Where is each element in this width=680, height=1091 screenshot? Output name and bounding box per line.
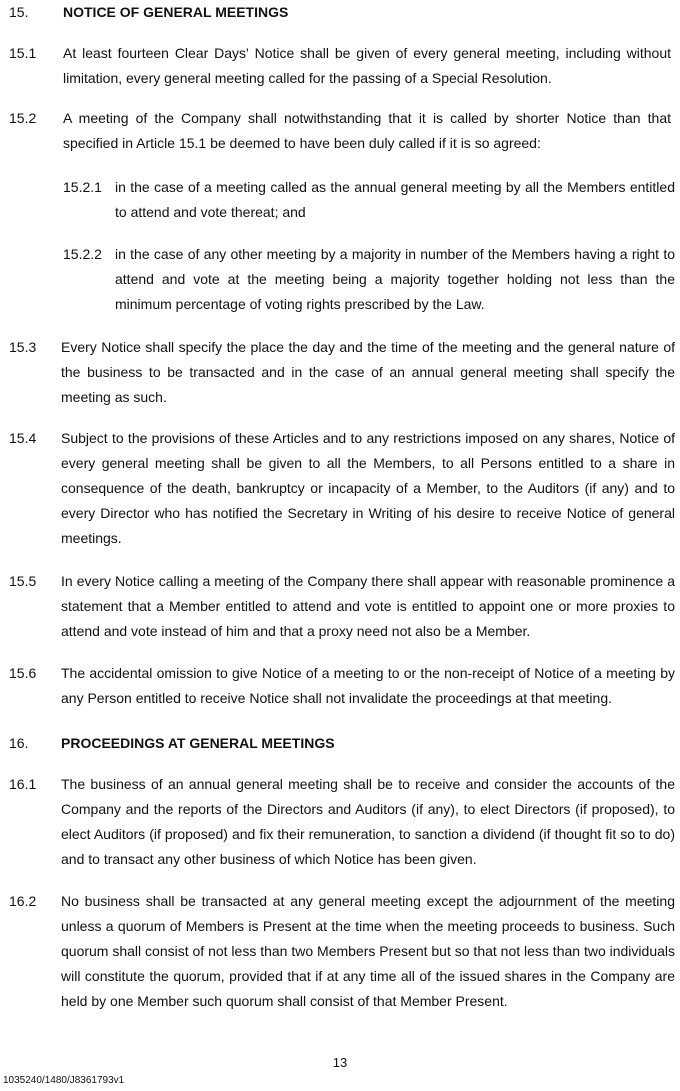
page-number: 13 bbox=[332, 1055, 348, 1070]
clause-number: 15.2.1 bbox=[63, 179, 102, 195]
clause-number: 16.1 bbox=[9, 776, 37, 792]
clause-text: No business shall be transacted at any general meeting except the adjournment of the meeting unless a quorum of Members is Present at the time when the meeting proceeds to business. Such quorum shall consist of not less than two Members Present but so that not less than two individuals will constitute the quorum, provided that if at any time all of the issued shares in the Company are held by one Member such quorum shall consist of that Member Present. bbox=[61, 893, 675, 1009]
section-title: NOTICE OF GENERAL MEETINGS bbox=[63, 4, 289, 20]
clause-number: 15.4 bbox=[9, 430, 37, 446]
section-number: 15. bbox=[9, 4, 29, 20]
clause-text: At least fourteen Clear Days' Notice shall be given of every general meeting, including without limitation, every general meeting called for the passing of a Special Resolution. bbox=[63, 45, 671, 86]
section-number: 16. bbox=[9, 735, 29, 751]
document-reference: 1035240/1480/J8361793v1 bbox=[3, 1075, 125, 1086]
clause-text: Every Notice shall specify the place the day and the time of the meeting and the general nature of the business to be transacted and in the case of an annual general meeting shall specify the meeting as such. bbox=[61, 339, 675, 405]
clause-text: In every Notice calling a meeting of the Company there shall appear with reasonable prominence a statement that a Member entitled to attend and vote is entitled to appoint one or more proxies to attend and vote instead of him and that a proxy need not also be a Member. bbox=[61, 573, 675, 639]
clause-text: The business of an annual general meeting shall be to receive and consider the accounts of the Company and the reports of the Directors and Auditors (if any), to elect Directors (if proposed), to elect Auditors (if proposed) and fix their remuneration, to sanction a dividend (if thought fit so to do) and to transact any other business of which Notice has been given. bbox=[61, 776, 675, 867]
clause-number: 15.3 bbox=[9, 339, 37, 355]
clause-number: 15.6 bbox=[9, 665, 37, 681]
clause-text: in the case of a meeting called as the annual general meeting by all the Members entitled to attend and vote thereat; and bbox=[115, 179, 675, 220]
clause-number: 15.5 bbox=[9, 573, 37, 589]
clause-text: in the case of any other meeting by a majority in number of the Members having a right to attend and vote at the meeting being a majority together holding not less than the minimum percentage of voting rights prescribed by the Law. bbox=[115, 246, 675, 312]
clause-text: The accidental omission to give Notice of a meeting to or the non-receipt of Notice of a meeting by any Person entitled to receive Notice shall not invalidate the proceedings at that meeting. bbox=[61, 665, 675, 706]
section-title: PROCEEDINGS AT GENERAL MEETINGS bbox=[61, 735, 335, 751]
clause-number: 15.1 bbox=[9, 45, 37, 61]
clause-number: 15.2.2 bbox=[63, 246, 102, 262]
clause-text: A meeting of the Company shall notwithstanding that it is called by shorter Notice than that specified in Article 15.1 be deemed to have been duly called if it is so agreed: bbox=[63, 110, 671, 151]
clause-text: Subject to the provisions of these Articles and to any restrictions imposed on any shares, Notice of every general meeting shall be given to all the Members, to all Persons entitled to a share in consequence of the death, bankruptcy or incapacity of a Member, to the Auditors (if any) and to every Director who has notified the Secretary in Writing of his desire to receive Notice of general meetings. bbox=[61, 430, 675, 546]
clause-number: 15.2 bbox=[9, 110, 37, 126]
clause-number: 16.2 bbox=[9, 893, 37, 909]
